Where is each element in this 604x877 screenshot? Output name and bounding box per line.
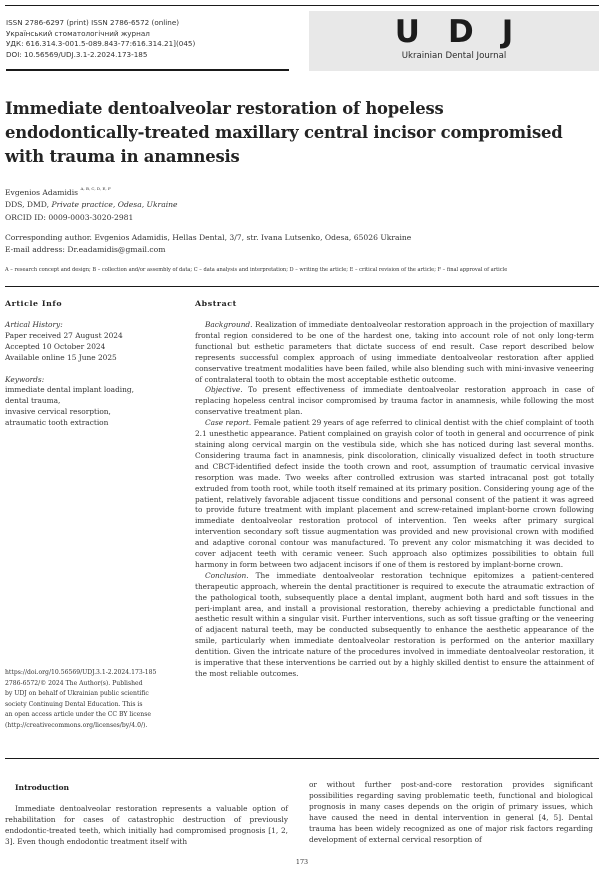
license-line: by UDJ on behalf of Ukrainian public scientific xyxy=(5,690,149,697)
logo-letter-u: U xyxy=(394,14,420,50)
history-label: Artical History: xyxy=(5,320,63,329)
keyword: invasive cervical resorption, xyxy=(5,407,111,417)
corresponding-author: Corresponding author. Evgenios Adamidis, Hellas Dental, 3/7, str. Ivana Lutsenko, Odesa, 65026 Ukraine xyxy=(5,233,412,242)
license-line: 2786-6572/© 2024 The Author(s). Published xyxy=(5,679,143,687)
introduction-right-column: or without further post-and-core restoration provides significant possibilities regarding saving problematic teeth, functional and biological prognosis in many cases depends on the origin of primary issues, which have caused the need in dental intervention in general [4, 5]. Dental trauma has been widely recognized as one of major risk factors regarding development of external cervical resorption of xyxy=(309,780,593,844)
udc-line: УДК: 616.314.3-001.5-089.843-77:616.314.21](045) xyxy=(6,39,196,49)
author-name: Evgenios Adamidis xyxy=(5,188,79,197)
date-received: Paper received 27 August 2024 xyxy=(5,330,123,340)
license-line: society Continuing Dental Education. This is xyxy=(5,700,143,708)
author-line xyxy=(5,183,178,199)
abstract-case-report: Case report. Female patient 29 years of age referred to clinical dentist with the chief complaint of tooth 2.1 unesthetic appearance. Patient complained on grayish color of tooth in general and occurrence of pink staining along cervical margin on the vestibula side, which she has noticed during last several months. Considering trauma fact in anamnesis, pink discoloration, clinically visualized defect in tooth structure and CBCT-identified defect inside the tooth crown and root, assumption of traumatic cervical invasive resorption was made. Two weeks after controlled extrusion was started intracanal post got totally extruded from tooth root, while tooth itself remained at its primary position. Considering young age of the patient, relatively favorable adjacent tissue conditions and personal consent of the patient it was agreed to provide future treatment with implant placement and screw-retained implant-borne crown following immediate dentoalveolar restoration protocol of intervention. Ten weeks after primary surgical intervention secondary soft tissue augmentation was provided and new provisional crown with modified and adaptive coronal contour was manufactured. To prevent any color mismatching it was decided to cover adjacent teeth with ceramic veneer. Such approach also optimizes possibilities to obtain full harmony in form between two adjacent incisors if one of them is restored by implant-borne crown. xyxy=(195,418,594,569)
email-address[interactable]: E-mail address: Dr.eadamidis@gmail.com xyxy=(5,245,166,255)
author-block xyxy=(5,183,178,224)
journal-logo xyxy=(309,11,599,71)
introduction-heading: Introduction xyxy=(15,783,70,792)
introduction-left-column: Immediate dentoalveolar restoration represents a valuable option of rehabilitation for cases of catastrophic destruction of previously endodontic-treated teeth, which initially had compromised prognosis [1, 2, 3]. Even though endodontic treatment itself with xyxy=(5,804,288,846)
license-line: an open access article under the CC BY license xyxy=(5,711,151,718)
article-title: Immediate dentoalveolar restoration of hopeless endodontically-treated maxillary central incisor compromised with trauma in anamnesis xyxy=(5,99,563,166)
keyword: dental trauma, xyxy=(5,396,61,406)
logo-letter-j: J xyxy=(501,14,514,50)
affiliation-practice: Private practice, Odesa, Ukraine xyxy=(51,200,178,210)
section-rule xyxy=(5,286,599,287)
abstract-objective: Objective. To present effectiveness of immediate dentoalveolar restoration approach in case of replacing hopeless central incisor compromised by trauma factor in anamnesis, while following the most conservative treatment plan. xyxy=(195,385,594,417)
journal-name-ukr: Український стоматологічний журнал xyxy=(6,28,150,38)
logo-letter-d: D xyxy=(447,14,474,50)
license-block xyxy=(5,668,195,731)
orcid[interactable]: ORCID ID: 0009-0003-3020-2981 xyxy=(5,212,134,222)
issn-line: ISSN 2786-6297 (print) ISSN 2786-6572 (online) xyxy=(6,18,180,27)
abstract-body xyxy=(195,320,594,680)
keyword: immediate dental implant loading, xyxy=(5,385,135,395)
top-rule xyxy=(5,5,599,6)
abstract-background: Background. Realization of immediate dentoalveolar restoration approach in the projection of maxillary frontal region considered to be one of the hardest one, taking into account role of not only long-term functional but esthetic parameters that dictate success of end result. Case report described below represents successful complex approach of using immediate dentoalveolar restoration after applied conservative treatment modalities have been failed, while also blending such with mini-invasive veneering of contralateral tooth to obtain the most acceptable esthetic outcome. xyxy=(195,320,594,384)
doi-link[interactable]: https://doi.org/10.56569/UDJ.3.1-2.2024.173-185 xyxy=(5,669,157,676)
license-link[interactable]: (http://creativecommons.org/licenses/by/4.0/). xyxy=(5,721,148,729)
keywords-label: Keywords: xyxy=(5,374,45,384)
article-info xyxy=(5,320,185,429)
date-accepted: Accepted 10 October 2024 xyxy=(5,341,106,351)
keyword: atraumatic tooth extraction xyxy=(5,418,109,428)
date-online: Available online 15 June 2025 xyxy=(5,352,117,362)
contributions-legend: A – research concept and design; B – collection and/or assembly of data; C – data analysis and interpretation; D – writing the article; E – critical revision of the article; F – final approval of article xyxy=(5,267,508,273)
doi-line[interactable]: DOI: 10.56569/UDJ.3.1-2.2024.173-185 xyxy=(6,49,148,59)
logo-letters xyxy=(309,14,599,50)
header-divider xyxy=(6,69,289,71)
abstract-conclusion: Conclusion. The immediate dentoalveolar restoration technique epitomizes a patient-centered therapeutic approach, wherein the dental practitioner is required to execute the atraumatic extraction of the pathological tooth, subsequently place a dental implant, augment both hard and soft tissues in the peri-implant area, and install a provisional restoration, thereby achieving a predictable functional and aesthetic result within a singular visit. Further interventions, such as soft tissue grafting or the veneering of adjacent natural teeth, may be conducted subsequently to enhance the aesthetic appearance of the smile, particularly when immediate dentoalveolar restoration is performed on the anterior maxillary dentition. Given the intricate nature of the procedures involved in immediate dentoalveolar restoration, it is imperative that these interventions be carried out by a highly skilled dentist to ensure the attainment of the most reliable outcomes. xyxy=(195,570,594,678)
journal-identifiers xyxy=(6,18,195,60)
affiliation: DDS, DMD, Private practice, Odesa, Ukraine xyxy=(5,200,178,210)
abstract-heading: Abstract xyxy=(195,299,237,308)
page-number: 173 xyxy=(295,858,309,866)
article-info-heading: Article Info xyxy=(5,299,63,308)
intro-rule xyxy=(5,758,599,759)
logo-subtitle: Ukrainian Dental Journal xyxy=(401,51,507,61)
corresponding-block xyxy=(5,232,411,257)
author-roles: A, B, C, D, E, F xyxy=(80,186,111,191)
